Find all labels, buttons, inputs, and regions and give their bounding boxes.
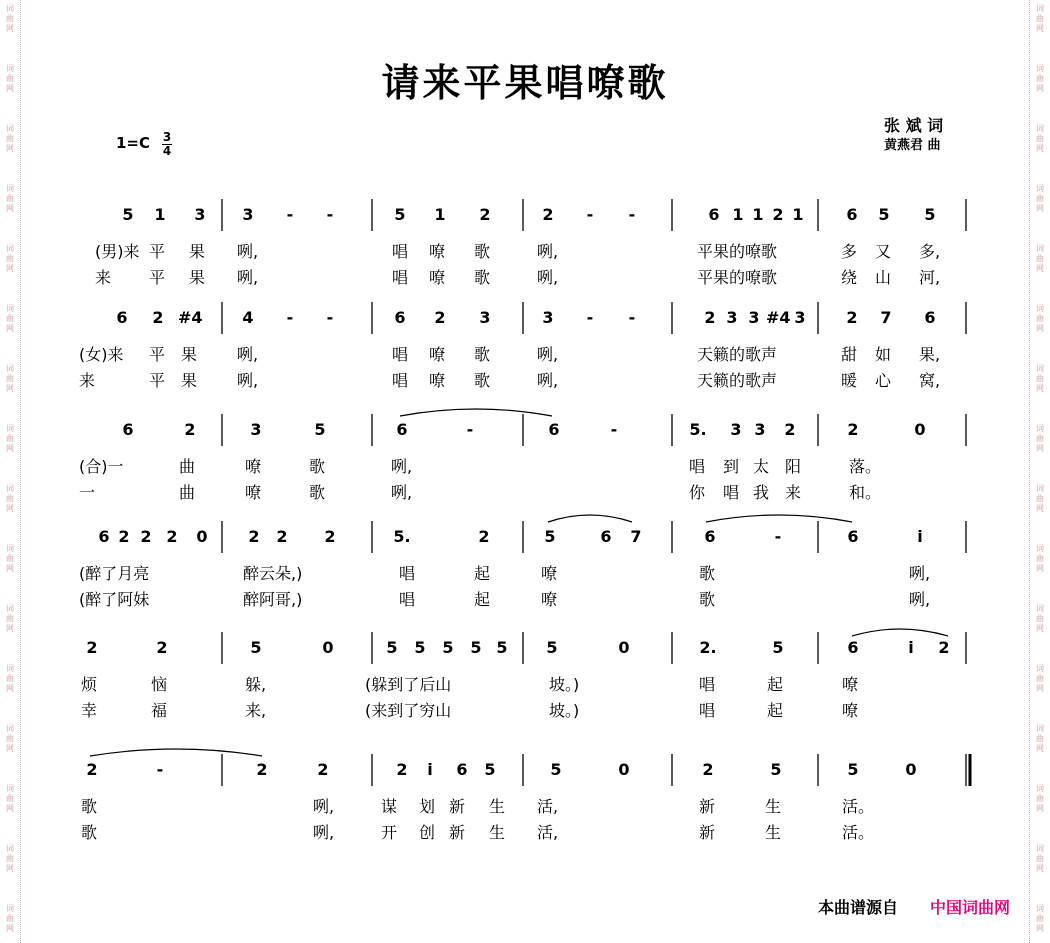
note: 6 <box>548 420 560 439</box>
watermark-text: 词曲网 <box>6 484 14 513</box>
lyric: 坡。) <box>549 701 580 720</box>
lyric: 歌 <box>81 823 98 842</box>
watermark-text: 词曲网 <box>1036 904 1044 933</box>
lyric: 咧, <box>237 371 259 390</box>
lyric: 嘹 <box>429 345 446 364</box>
tie-arc <box>706 515 852 522</box>
lyric: 曲 <box>179 483 196 502</box>
lyric: 新 <box>449 797 466 816</box>
watermark-text: 词曲网 <box>1036 664 1044 693</box>
lyric: 山 <box>875 268 892 287</box>
note: 6 <box>708 205 720 224</box>
lyric: 多, <box>919 242 941 261</box>
watermark-text: 词曲网 <box>1036 724 1044 753</box>
lyric: 暖 <box>841 371 858 390</box>
lyric: 新 <box>699 797 716 816</box>
note: - <box>326 205 334 224</box>
watermark-text: 词曲网 <box>1036 784 1044 813</box>
lyric: 唱 <box>723 483 740 502</box>
note: 6 <box>456 760 468 779</box>
lyric: 果 <box>181 345 198 364</box>
note: 2 <box>152 308 164 327</box>
lyric: 和。 <box>849 483 882 502</box>
note: 5 <box>847 760 859 779</box>
lyric: (男)来 <box>95 242 140 261</box>
note: 5 <box>122 205 134 224</box>
lyric: 咧, <box>237 242 259 261</box>
watermark-text: 词曲网 <box>6 424 14 453</box>
lyric: 歌 <box>699 590 716 609</box>
lyric: 嘹 <box>842 701 859 720</box>
watermark-text: 词曲网 <box>1036 64 1044 93</box>
lyric: 恼 <box>151 675 168 694</box>
lyric: 落。 <box>849 457 882 476</box>
note: 0 <box>905 760 917 779</box>
lyric: 唱 <box>392 268 409 287</box>
note: - <box>466 420 474 439</box>
note: 3 <box>479 308 491 327</box>
note: 3 <box>748 308 760 327</box>
watermark-text: 词曲网 <box>1036 604 1044 633</box>
watermark-text: 词曲网 <box>6 64 14 93</box>
note: 6 <box>98 527 110 546</box>
note: 2 <box>184 420 196 439</box>
note: 3 <box>194 205 206 224</box>
note: 5. <box>393 527 411 546</box>
note: 6 <box>600 527 612 546</box>
lyric: 嘹 <box>429 371 446 390</box>
lyric: 咧, <box>237 268 259 287</box>
watermark-text: 词曲网 <box>6 364 14 393</box>
note: 2 <box>156 638 168 657</box>
note: 2 <box>542 205 554 224</box>
note: 6 <box>704 527 716 546</box>
composer-credit: 黄燕君 曲 <box>884 138 941 153</box>
note: 5 <box>414 638 426 657</box>
note: 1 <box>752 205 764 224</box>
note: 0 <box>322 638 334 657</box>
watermark-text: 词曲网 <box>1036 484 1044 513</box>
lyric: 起 <box>767 701 784 720</box>
lyric: 歌 <box>474 371 491 390</box>
note: 5 <box>250 638 262 657</box>
lyric: 起 <box>474 590 491 609</box>
note: 2 <box>140 527 152 546</box>
tie-arc <box>90 749 262 756</box>
watermark-text: 词曲网 <box>1036 184 1044 213</box>
lyric: 果 <box>189 242 206 261</box>
note: 3 <box>250 420 262 439</box>
note: 7 <box>880 308 892 327</box>
watermark-text: 词曲网 <box>6 784 14 813</box>
lyric: (醉了月亮 <box>79 564 150 583</box>
note: 6 <box>924 308 936 327</box>
note: 6 <box>122 420 134 439</box>
watermark-text: 词曲网 <box>6 844 14 873</box>
note: 6 <box>846 205 858 224</box>
watermark-text: 词曲网 <box>1036 364 1044 393</box>
note: 0 <box>618 760 630 779</box>
note: 2 <box>324 527 336 546</box>
note: 6 <box>396 420 408 439</box>
lyric: 唱 <box>392 242 409 261</box>
lyric: 活, <box>537 823 559 842</box>
lyric: 醉云朵,) <box>243 564 303 583</box>
note: 4 <box>242 308 254 327</box>
lyric: 到 <box>723 457 740 476</box>
watermark-text: 词曲网 <box>6 664 14 693</box>
watermark-text: 词曲网 <box>1036 244 1044 273</box>
watermark-text: 词曲网 <box>6 4 14 33</box>
lyric: 咧, <box>537 268 559 287</box>
lyric: 一 <box>79 483 96 502</box>
note: - <box>586 205 594 224</box>
note: 2 <box>704 308 716 327</box>
lyric: 生 <box>489 823 506 842</box>
note: 2 <box>784 420 796 439</box>
lyric: 生 <box>765 823 782 842</box>
lyric: 歌 <box>474 268 491 287</box>
note: 2 <box>478 527 490 546</box>
lyric: 歌 <box>309 483 326 502</box>
lyric: 幸 <box>81 701 98 720</box>
lyric: 你 <box>689 483 706 502</box>
footer-source-label: 本曲谱源自 <box>818 898 899 917</box>
lyric: 躲, <box>245 675 267 694</box>
slur-arc <box>852 629 948 636</box>
watermark-text: 词曲网 <box>6 544 14 573</box>
note: 0 <box>618 638 630 657</box>
note: 2 <box>248 527 260 546</box>
note: - <box>156 760 164 779</box>
lyric: 果, <box>919 345 941 364</box>
note: 1 <box>792 205 804 224</box>
note: - <box>326 308 334 327</box>
lyric: 多 <box>841 242 858 261</box>
note: 3 <box>726 308 738 327</box>
note: 6 <box>847 638 859 657</box>
note: 2 <box>86 760 98 779</box>
lyric: 福 <box>151 701 168 720</box>
lyric: 咧, <box>313 823 335 842</box>
note: 2 <box>118 527 130 546</box>
note: 2 <box>396 760 408 779</box>
lyric: (躲到了后山 <box>365 675 452 694</box>
note: 2 <box>276 527 288 546</box>
tie-arc <box>400 409 552 416</box>
note: 3 <box>730 420 742 439</box>
note: - <box>586 308 594 327</box>
lyric: 如 <box>875 345 892 364</box>
lyric: 平果的嘹歌 <box>697 268 778 287</box>
lyric: 创 <box>419 823 436 842</box>
lyric: (来到了穷山 <box>365 701 452 720</box>
note: 2. <box>699 638 717 657</box>
lyric: 歌 <box>699 564 716 583</box>
lyric: 曲 <box>179 457 196 476</box>
lyric: 唱 <box>689 457 706 476</box>
lyric: 烦 <box>81 675 98 694</box>
note: 5 <box>878 205 890 224</box>
note: 5 <box>924 205 936 224</box>
lyric: 平 <box>149 242 166 261</box>
lyric: 甜 <box>841 345 858 364</box>
lyric: 来 <box>785 483 802 502</box>
watermark-text: 词曲网 <box>6 904 14 933</box>
note: - <box>286 308 294 327</box>
lyric: 绕 <box>841 268 858 287</box>
note: 5 <box>550 760 562 779</box>
lyric: 唱 <box>392 371 409 390</box>
lyric: 来 <box>95 268 112 287</box>
note: #4 <box>178 308 203 327</box>
watermark-text: 词曲网 <box>6 604 14 633</box>
key-signature: 1=C <box>116 134 151 152</box>
lyricist-credit: 张 斌 词 <box>884 116 944 135</box>
note: 5 <box>770 760 782 779</box>
lyric: 唱 <box>399 564 416 583</box>
note: 7 <box>630 527 642 546</box>
note: 3 <box>542 308 554 327</box>
lyric: 咧, <box>237 345 259 364</box>
lyric: 嘹 <box>541 590 558 609</box>
note: 2 <box>166 527 178 546</box>
watermark-text: 词曲网 <box>6 244 14 273</box>
lyric: (女)来 <box>79 345 124 364</box>
lyric: 咧, <box>909 590 931 609</box>
note: 6 <box>847 527 859 546</box>
lyric: 歌 <box>474 242 491 261</box>
watermark-text: 词曲网 <box>1036 304 1044 333</box>
watermark-text: 词曲网 <box>1036 4 1044 33</box>
lyric: 果 <box>181 371 198 390</box>
lyric: 心 <box>875 371 892 390</box>
lyric: (醉了阿妹 <box>79 590 150 609</box>
note: 5 <box>484 760 496 779</box>
note: 2 <box>772 205 784 224</box>
lyric: 咧, <box>909 564 931 583</box>
note: 0 <box>196 527 208 546</box>
note: - <box>628 308 636 327</box>
lyric: 歌 <box>81 797 98 816</box>
lyric: 开 <box>381 823 398 842</box>
lyric: 咧, <box>391 457 413 476</box>
note: 5. <box>689 420 707 439</box>
lyric: 划 <box>419 797 436 816</box>
note: 5 <box>442 638 454 657</box>
lyric: 起 <box>767 675 784 694</box>
note: 2 <box>938 638 950 657</box>
watermark-text: 词曲网 <box>1036 124 1044 153</box>
note: 5 <box>772 638 784 657</box>
lyric: 窝, <box>919 371 941 390</box>
note: 3 <box>754 420 766 439</box>
lyric: 嘹 <box>541 564 558 583</box>
note: 2 <box>479 205 491 224</box>
note: - <box>286 205 294 224</box>
lyric: 唱 <box>699 701 716 720</box>
lyric: 平果的嘹歌 <box>697 242 778 261</box>
note: 2 <box>846 308 858 327</box>
lyric: 天籁的歌声 <box>697 371 778 390</box>
note: 5 <box>496 638 508 657</box>
lyric: 平 <box>149 345 166 364</box>
watermark-text: 词曲网 <box>6 724 14 753</box>
lyric: (合)一 <box>79 457 124 476</box>
note: 5 <box>314 420 326 439</box>
lyric: 生 <box>765 797 782 816</box>
note: 1 <box>434 205 446 224</box>
lyric: 天籁的歌声 <box>697 345 778 364</box>
lyric: 活。 <box>842 797 875 816</box>
watermark-text: 词曲网 <box>1036 844 1044 873</box>
lyric: 太 <box>753 457 770 476</box>
note: 0 <box>914 420 926 439</box>
watermark-text: 词曲网 <box>1036 424 1044 453</box>
lyric: 平 <box>149 371 166 390</box>
lyric: 来 <box>79 371 96 390</box>
lyric: 嘹 <box>842 675 859 694</box>
lyric: 歌 <box>474 345 491 364</box>
lyric: 唱 <box>699 675 716 694</box>
note: 3 <box>242 205 254 224</box>
note: 2 <box>256 760 268 779</box>
song-title: 请来平果唱嘹歌 <box>381 61 669 105</box>
note: 2 <box>847 420 859 439</box>
note: - <box>628 205 636 224</box>
note: 1 <box>154 205 166 224</box>
lyric: 来, <box>245 701 267 720</box>
note: 5 <box>394 205 406 224</box>
lyric: 唱 <box>399 590 416 609</box>
note: 2 <box>434 308 446 327</box>
lyric: 生 <box>489 797 506 816</box>
slur-arc <box>548 515 632 522</box>
note: - <box>774 527 782 546</box>
note: 5 <box>546 638 558 657</box>
watermark-text: 词曲网 <box>6 124 14 153</box>
lyric: 坡。) <box>549 675 580 694</box>
watermark-text: 词曲网 <box>6 304 14 333</box>
lyric: 活, <box>537 797 559 816</box>
note: 5 <box>470 638 482 657</box>
lyric: 新 <box>449 823 466 842</box>
lyric: 唱 <box>392 345 409 364</box>
note: i <box>917 527 923 546</box>
lyric: 阳 <box>785 457 802 476</box>
lyric: 谋 <box>381 797 398 816</box>
note: i <box>427 760 433 779</box>
note: 1 <box>732 205 744 224</box>
note: 5 <box>386 638 398 657</box>
lyric: 嘹 <box>429 268 446 287</box>
lyric: 咧, <box>313 797 335 816</box>
note: 3 <box>794 308 806 327</box>
lyric: 歌 <box>309 457 326 476</box>
lyric: 嘹 <box>245 457 262 476</box>
note: i <box>908 638 914 657</box>
lyric: 醉阿哥,) <box>243 590 303 609</box>
note: 5 <box>544 527 556 546</box>
watermark-text: 词曲网 <box>6 184 14 213</box>
lyric: 嘹 <box>245 483 262 502</box>
note: 6 <box>394 308 406 327</box>
lyric: 新 <box>699 823 716 842</box>
lyric: 咧, <box>537 242 559 261</box>
lyric: 我 <box>753 483 770 502</box>
lyric: 平 <box>149 268 166 287</box>
note: 2 <box>702 760 714 779</box>
note: #4 <box>766 308 791 327</box>
lyric: 又 <box>875 242 892 261</box>
lyric: 活。 <box>842 823 875 842</box>
note: 6 <box>116 308 128 327</box>
time-signature: 3 4 <box>162 130 172 158</box>
note: - <box>610 420 618 439</box>
lyric: 咧, <box>537 345 559 364</box>
footer-site-link[interactable]: 中国词曲网 <box>930 898 1011 917</box>
lyric: 起 <box>474 564 491 583</box>
lyric: 咧, <box>391 483 413 502</box>
watermark-text: 词曲网 <box>1036 544 1044 573</box>
note: 2 <box>317 760 329 779</box>
lyric: 咧, <box>537 371 559 390</box>
note: 2 <box>86 638 98 657</box>
lyric: 河, <box>919 268 941 287</box>
lyric: 嘹 <box>429 242 446 261</box>
lyric: 果 <box>189 268 206 287</box>
